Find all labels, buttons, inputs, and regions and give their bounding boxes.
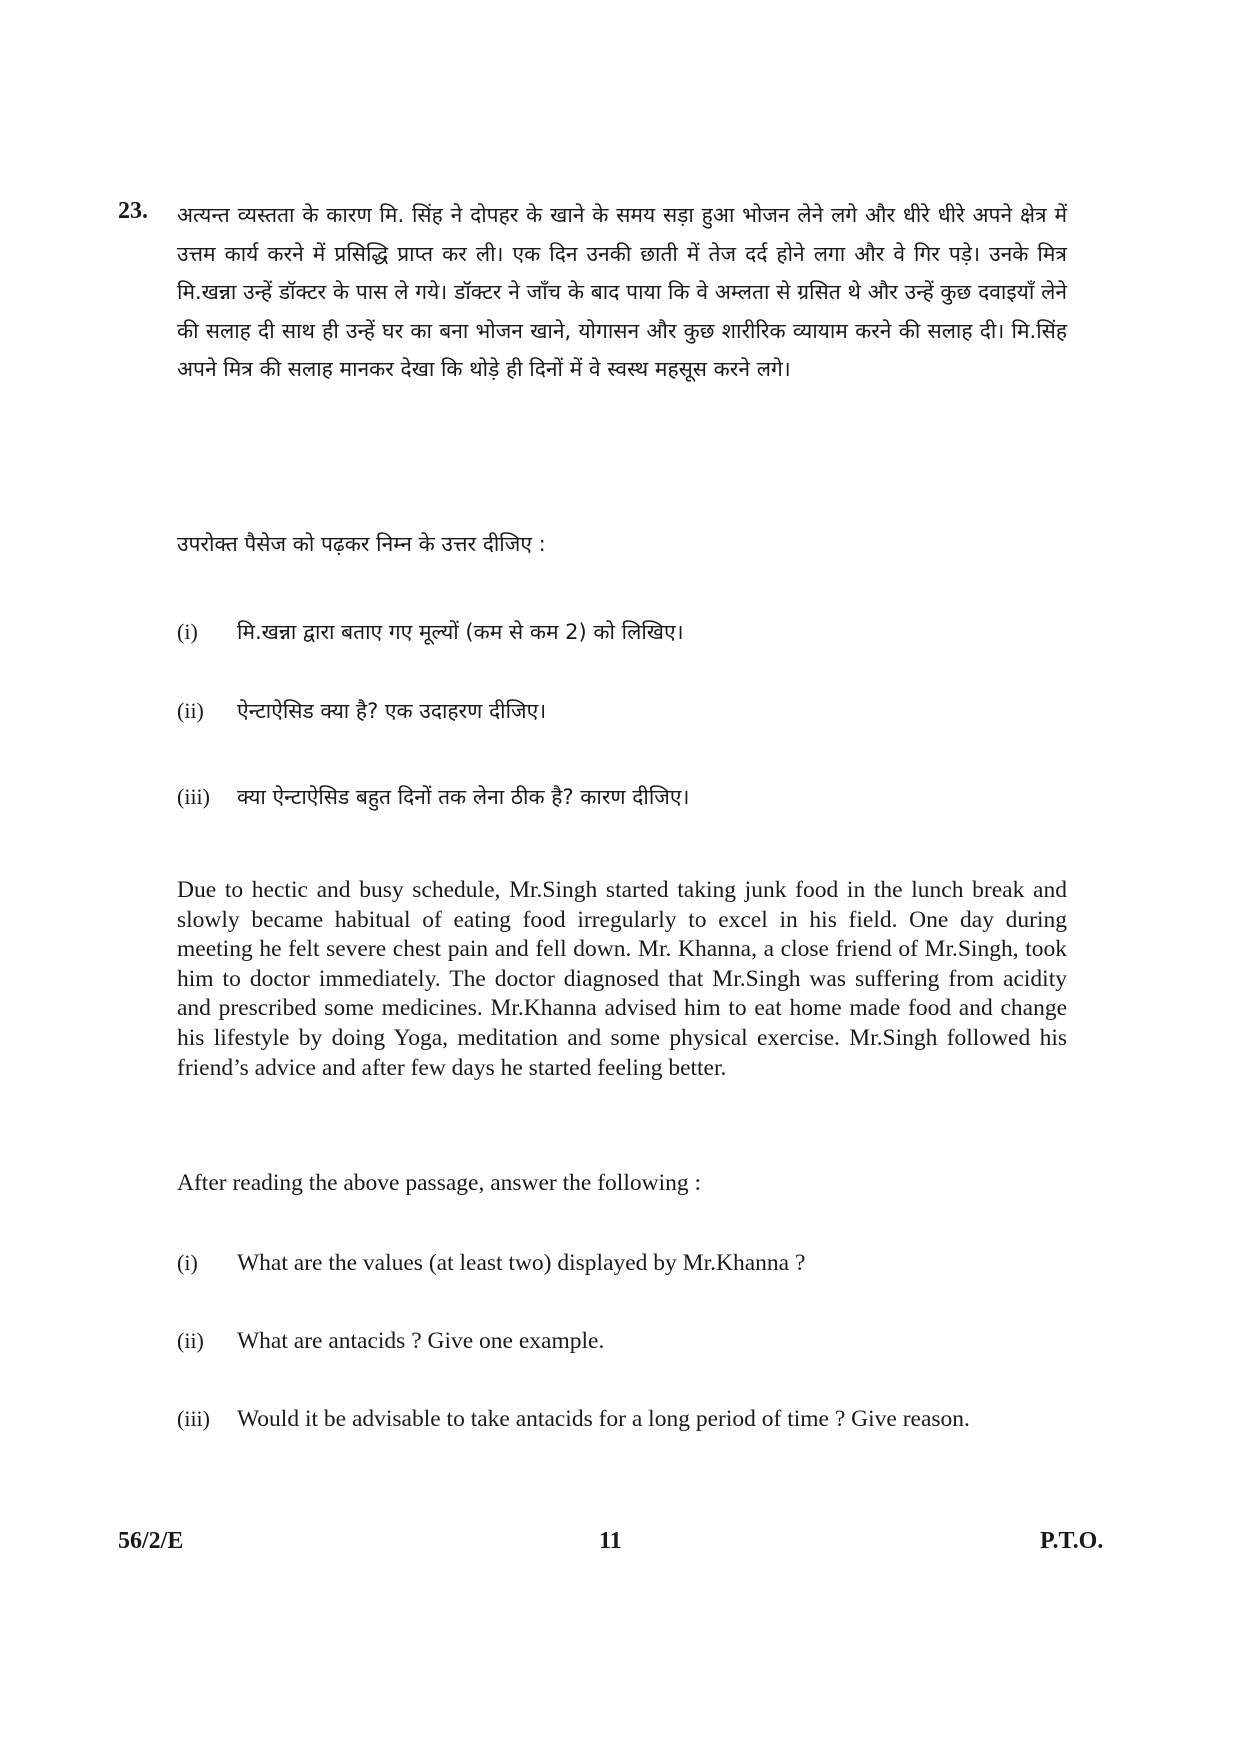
hindi-subquestion-2 xyxy=(177,697,1067,725)
english-instruction: After reading the above passage, answer the following : xyxy=(177,1170,701,1196)
subquestion-text: ऐन्टाऐसिड क्या है? एक उदाहरण दीजिए। xyxy=(237,699,547,723)
hindi-instruction: उपरोक्त पैसेज को पढ़कर निम्न के उत्तर दीजिए : xyxy=(177,532,546,556)
subquestion-number: (i) xyxy=(177,619,198,644)
subquestion-number: (iii) xyxy=(177,784,210,809)
subquestion-number: (ii) xyxy=(177,698,204,723)
hindi-subquestion-3 xyxy=(177,783,1067,811)
please-turn-over: P.T.O. xyxy=(1040,1528,1104,1554)
english-passage: Due to hectic and busy schedule, Mr.Singh started taking junk food in the lunch break and slowly became habitual of eating food irregularly to excel in his field. One day during meeting he felt severe chest pain and fell down. Mr. Khanna, a close friend of Mr.Singh, took him to doctor immediately. The doctor diagnosed that Mr.Singh was suffering from acidity and prescribed some medicines. Mr.Khanna advised him to eat home made food and change his lifestyle by doing Yoga, meditation and some physical exercise. Mr.Singh followed his friend’s advice and after few days he started feeling better. xyxy=(177,877,1067,1081)
subquestion-text: Would it be advisable to take antacids for a long period of time ? Give reason. xyxy=(237,1406,970,1432)
subquestion-number: (iii) xyxy=(177,1406,210,1431)
english-subquestion-3 xyxy=(177,1404,1067,1434)
subquestion-text: मि.खन्ना द्वारा बताए गए मूल्यों (कम से कम 2) को लिखिए। xyxy=(237,620,684,644)
question-number: 23. xyxy=(118,198,148,224)
subquestion-text: What are antacids ? Give one example. xyxy=(237,1328,605,1354)
english-subquestion-1 xyxy=(177,1248,1067,1278)
page-number: 11 xyxy=(599,1528,622,1554)
english-subquestion-2 xyxy=(177,1326,1067,1356)
paper-code: 56/2/E xyxy=(118,1528,184,1554)
hindi-subquestion-1 xyxy=(177,618,1067,646)
hindi-passage: अत्यन्त व्यस्तता के कारण मि. सिंह ने दोपहर के खाने के समय सड़ा हुआ भोजन लेने लगे और धीरे धीरे अपने क्षेत्र में उत्तम कार्य करने में प्रसिद्धि प्राप्त कर ली। एक दिन उनकी छाती में तेज दर्द होने लगा और वे गिर पड़े। उनके मित्र मि.खन्ना उन्हें डॉक्टर के पास ले गये। डॉक्टर ने जाँच के बाद पाया कि वे अम्लता से ग्रसित थे और उन्हें कुछ दवाइयाँ लेने की सलाह दी साथ ही उन्हें घर का बना भोजन खाने, योगासन और कुछ शारीरिक व्यायाम करने की सलाह दी। मि.सिंह अपने मित्र की सलाह मानकर देखा कि थोड़े ही दिनों में वे स्वस्थ महसूस करने लगे। xyxy=(177,203,1067,381)
subquestion-text: क्या ऐन्टाऐसिड बहुत दिनों तक लेना ठीक है? कारण दीजिए। xyxy=(237,785,690,809)
subquestion-number: (i) xyxy=(177,1250,198,1275)
subquestion-number: (ii) xyxy=(177,1328,204,1353)
subquestion-text: What are the values (at least two) displayed by Mr.Khanna ? xyxy=(237,1250,806,1276)
